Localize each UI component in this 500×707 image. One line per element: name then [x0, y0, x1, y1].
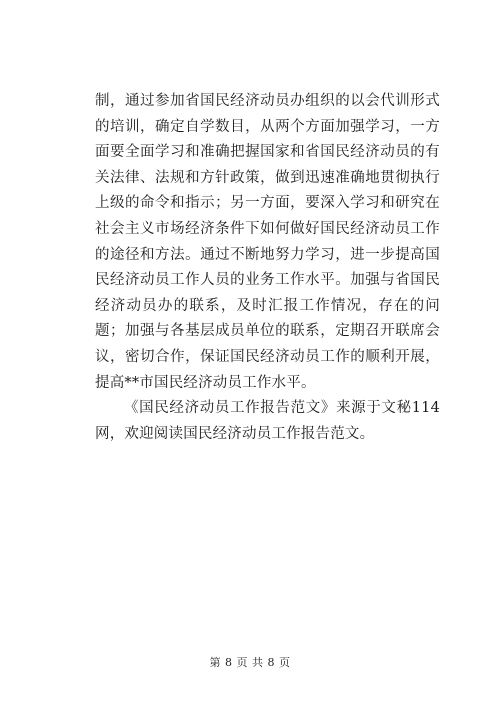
- page-footer: 第 8 页 共 8 页: [209, 656, 291, 669]
- source-note-paragraph: 《国民经济动员工作报告范文》来源于文秘114网，欢迎阅读国民经济动员工作报告范文。: [95, 400, 440, 442]
- body-paragraph: 制，通过参加省国民经济动员办组织的以会代训形式的培训，确定自学数目，从两个方面加强学习，一方面要全面学习和准确把握国家和省国民经济动员的有关法律、法规和方针政策，做到迅速准确地贯彻执行上级的命令和指示；另一方面，要深入学习和研究在社会主义市场经济条件下如何做好国民经济动员工作的途径和方法。通过不断地努力学习，进一步提高国民经济动员工作人员的业务工作水平。加强与省国民经济动员办的联系，及时汇报工作情况，存在的问题；加强与各基层成员单位的联系，定期召开联席会议，密切合作，保证国民经济动员工作的顺利开展，提高**市国民经济动员工作水平。: [95, 93, 440, 391]
- document-body: [95, 89, 440, 447]
